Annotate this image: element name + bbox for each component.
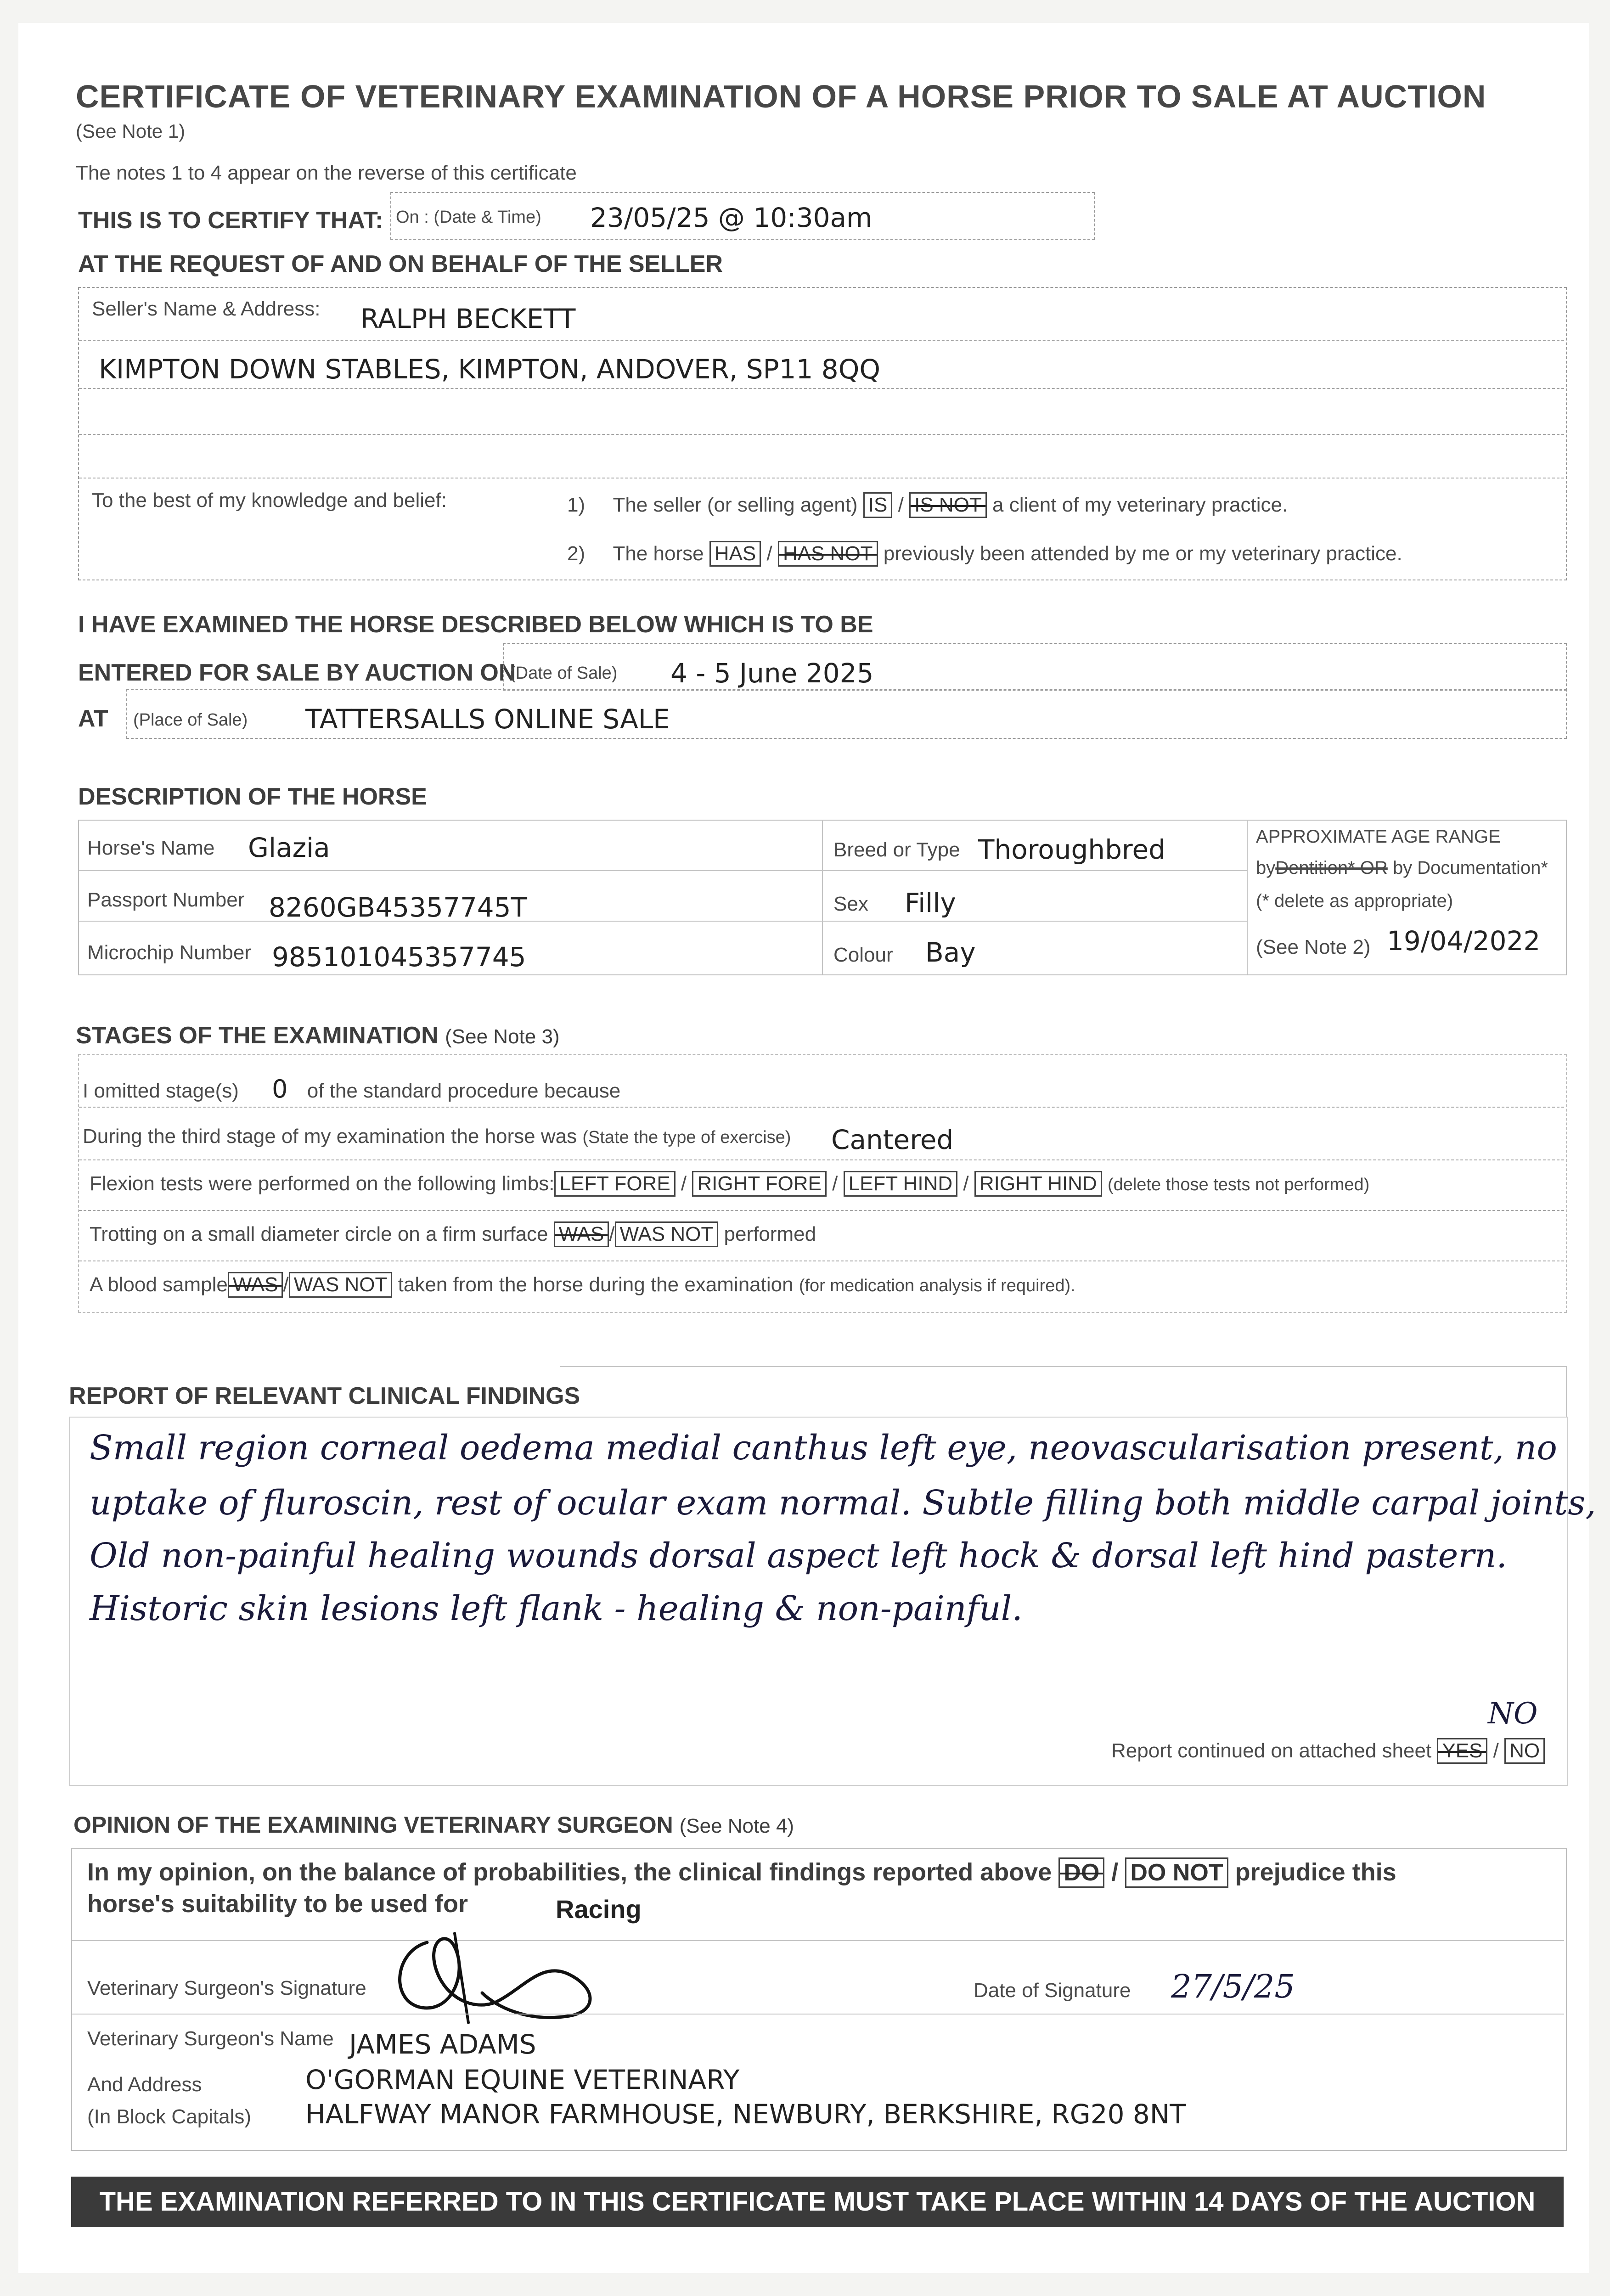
age-struck-dentition: Dentition* OR [1275,858,1388,878]
sex-label: Sex [833,893,868,915]
trotting-post: performed [724,1223,816,1245]
address-label-1: And Address [87,2073,202,2096]
opinion-heading [73,1812,794,1838]
opinion-line-1 [87,1857,1396,1888]
belief-item2-num: 2) [567,542,585,565]
belief-item1 [567,492,1288,518]
belief-item2 [567,541,1402,567]
blood-hint: (for medication analysis if required). [799,1276,1075,1295]
sex: Filly [905,887,956,918]
limb-right-hind: RIGHT HIND [974,1171,1102,1197]
age-by-documentation: by Documentation* [1392,858,1548,878]
opinion-use: Racing [556,1895,642,1924]
continued-yes-struck: YES [1437,1738,1487,1764]
blood-post: taken from the horse during the examination [398,1273,794,1296]
flexion-pre: Flexion tests were performed on the following limbs: [90,1172,555,1195]
microchip-label: Microchip Number [87,941,251,964]
colour-label: Colour [833,944,893,966]
opinion-text-1: In my opinion, on the balance of probabilities, the clinical findings reported above [87,1858,1052,1886]
belief-item1-num: 1) [567,494,585,516]
report-line-2: uptake of fluroscin, rest of ocular exam normal. Subtle filling both middle carpal joints, [90,1483,1596,1523]
seller-address: KIMPTON DOWN STABLES, KIMPTON, ANDOVER, SP11 8QQ [99,354,880,385]
opinion-text-3: horse's suitability to be used for [87,1890,468,1918]
request-heading: AT THE REQUEST OF AND ON BEHALF OF THE SELLER [78,251,723,277]
sep: / [898,494,904,516]
address-label-2: (In Block Capitals) [87,2105,252,2128]
age-heading: APPROXIMATE AGE RANGE [1256,827,1501,847]
seller-name: RALPH BECKETT [360,303,576,334]
continued-handwritten: NO [1488,1697,1538,1731]
report-heading: REPORT OF RELEVANT CLINICAL FINDINGS [69,1383,580,1409]
place-of-sale-label: (Place of Sale) [133,710,248,730]
limb-left-hind: LEFT HIND [844,1171,958,1197]
examined-heading-1: I HAVE EXAMINED THE HORSE DESCRIBED BELOW WHICH IS TO BE [78,611,873,638]
opinion-heading-text: OPINION OF THE EXAMINING VETERINARY SURGEON [73,1812,673,1838]
trotting-pre: Trotting on a small diameter circle on a firm surface [90,1223,548,1245]
belief-item1-pre: The seller (or selling agent) [613,494,858,516]
signature-label: Veterinary Surgeon's Signature [87,1977,366,1999]
age-see-note: (See Note 2) [1256,936,1371,958]
has-option: HAS [709,541,761,567]
see-note-1: (See Note 1) [76,120,186,142]
horse-name-label: Horse's Name [87,837,215,859]
omitted-value: 0 [272,1075,288,1103]
divider [79,1107,1564,1108]
divider [72,2014,1564,2015]
continued-label: Report continued on attached sheet [1111,1739,1432,1762]
opinion-text-2: prejudice this [1235,1858,1396,1886]
passport-number: 8260GB45357745T [269,892,527,923]
limb-right-fore: RIGHT FORE [692,1171,827,1197]
blood-was-not: WAS NOT [289,1272,393,1298]
vet-signature [377,1915,625,2030]
third-stage [83,1125,791,1148]
omitted-stages [83,1075,620,1103]
belief-label: To the best of my knowledge and belief: [92,489,447,512]
blood-sample: A blood sample WAS / WAS NOT taken from the horse during the examination (for medication analysis if required). [90,1272,1075,1298]
breed: Thoroughbred [978,834,1165,865]
stages-note: (See Note 3) [445,1025,560,1048]
vet-address-2: HALFWAY MANOR FARMHOUSE, NEWBURY, BERKSHIRE, RG20 8NT [305,2099,1186,2130]
at-label: AT [78,705,108,732]
limb-left-fore: LEFT FORE [554,1171,675,1197]
flexion-tests: Flexion tests were performed on the following limbs: LEFT FORE / RIGHT FORE / LEFT HIND / RIGHT HIND (delete those tests not performed) [90,1171,1369,1197]
divider [79,340,1564,341]
trot-was-not: WAS NOT [615,1221,719,1247]
date-signature-label: Date of Signature [974,1979,1131,2002]
omitted-post: of the standard procedure because [307,1080,621,1102]
omitted-pre: I omitted stage(s) [83,1080,239,1102]
age-method [1256,858,1548,878]
vet-name-label: Veterinary Surgeon's Name [87,2027,334,2050]
age-by: by [1256,858,1276,878]
notes-reverse-text: The notes 1 to 4 appear on the reverse of this certificate [76,162,577,184]
is-option: IS [863,492,893,518]
belief-item2-pre: The horse [613,542,704,565]
date-time-label: On : (Date & Time) [396,208,541,227]
date-of-sale: 4 - 5 June 2025 [670,658,874,689]
third-stage-hint: (State the type of exercise) [582,1128,791,1147]
divider [79,921,1247,922]
belief-item1-post: a client of my veterinary practice. [992,494,1288,516]
date-time-value: 23/05/25 @ 10:30am [590,202,873,233]
date-of-sale-box [503,643,1567,691]
divider [822,820,823,974]
trotting: Trotting on a small diameter circle on a firm surface WAS / WAS NOT performed [90,1221,816,1247]
certificate-title: CERTIFICATE OF VETERINARY EXAMINATION OF A HORSE PRIOR TO SALE AT AUCTION [76,79,1486,114]
divider [72,1940,1564,1941]
third-stage-text: During the third stage of my examination the horse was [83,1125,577,1148]
seller-name-label: Seller's Name & Address: [92,298,321,320]
blood-pre: A blood sample [90,1273,228,1296]
description-heading: DESCRIPTION OF THE HORSE [78,783,427,810]
divider [79,870,1247,871]
divider [79,434,1564,435]
stages-heading-text: STAGES OF THE EXAMINATION [76,1022,439,1049]
horse-name: Glazia [248,832,330,863]
report-line-4: Historic skin lesions left flank - healing & non-painful. [90,1589,1023,1628]
report-continued: Report continued on attached sheet YES / NO [1111,1738,1545,1764]
flexion-post: (delete those tests not performed) [1107,1175,1370,1194]
age-delete-note: (* delete as appropriate) [1256,891,1453,911]
certify-label: THIS IS TO CERTIFY THAT: [78,207,383,234]
is-not-option-struck: IS NOT [909,492,987,518]
divider [1247,820,1248,974]
opinion-note: (See Note 4) [679,1815,794,1837]
trot-was-struck: WAS [554,1221,609,1247]
colour: Bay [925,937,976,968]
date-signature: 27/5/25 [1171,1968,1295,2005]
opinion-do-struck: DO [1058,1857,1104,1888]
exercise-type: Cantered [831,1124,954,1155]
sep: / [766,542,772,565]
footer-banner: THE EXAMINATION REFERRED TO IN THIS CERTIFICATE MUST TAKE PLACE WITHIN 14 DAYS OF THE AUCTION [71,2177,1564,2227]
belief-item2-post: previously been attended by me or my veterinary practice. [883,542,1402,565]
age-value: 19/04/2022 [1387,925,1541,957]
blood-was-struck: WAS [228,1272,283,1298]
vet-name: JAMES ADAMS [349,2029,536,2060]
breed-label: Breed or Type [833,838,960,861]
report-line-3: Old non-painful healing wounds dorsal aspect left hock & dorsal left hind pastern. [90,1536,1507,1576]
divider [79,1210,1564,1211]
opinion-do-not: DO NOT [1125,1857,1228,1888]
vet-address-1: O'GORMAN EQUINE VETERINARY [305,2064,740,2095]
report-header-box [560,1366,1567,1418]
report-line-1: Small region corneal oedema medial canthus left eye, neovascularisation present, no [90,1428,1557,1468]
passport-label: Passport Number [87,889,245,911]
continued-no: NO [1504,1738,1545,1764]
divider [79,1159,1564,1160]
divider [79,388,1564,389]
opinion-sep: / [1111,1858,1119,1886]
examined-heading-2: ENTERED FOR SALE BY AUCTION ON [78,659,516,686]
has-not-option-struck: HAS NOT [778,541,878,567]
stages-heading [76,1022,560,1049]
date-of-sale-label: (Date of Sale) [510,664,618,683]
microchip-number: 985101045357745 [272,941,526,973]
place-of-sale: TATTERSALLS ONLINE SALE [305,703,670,735]
